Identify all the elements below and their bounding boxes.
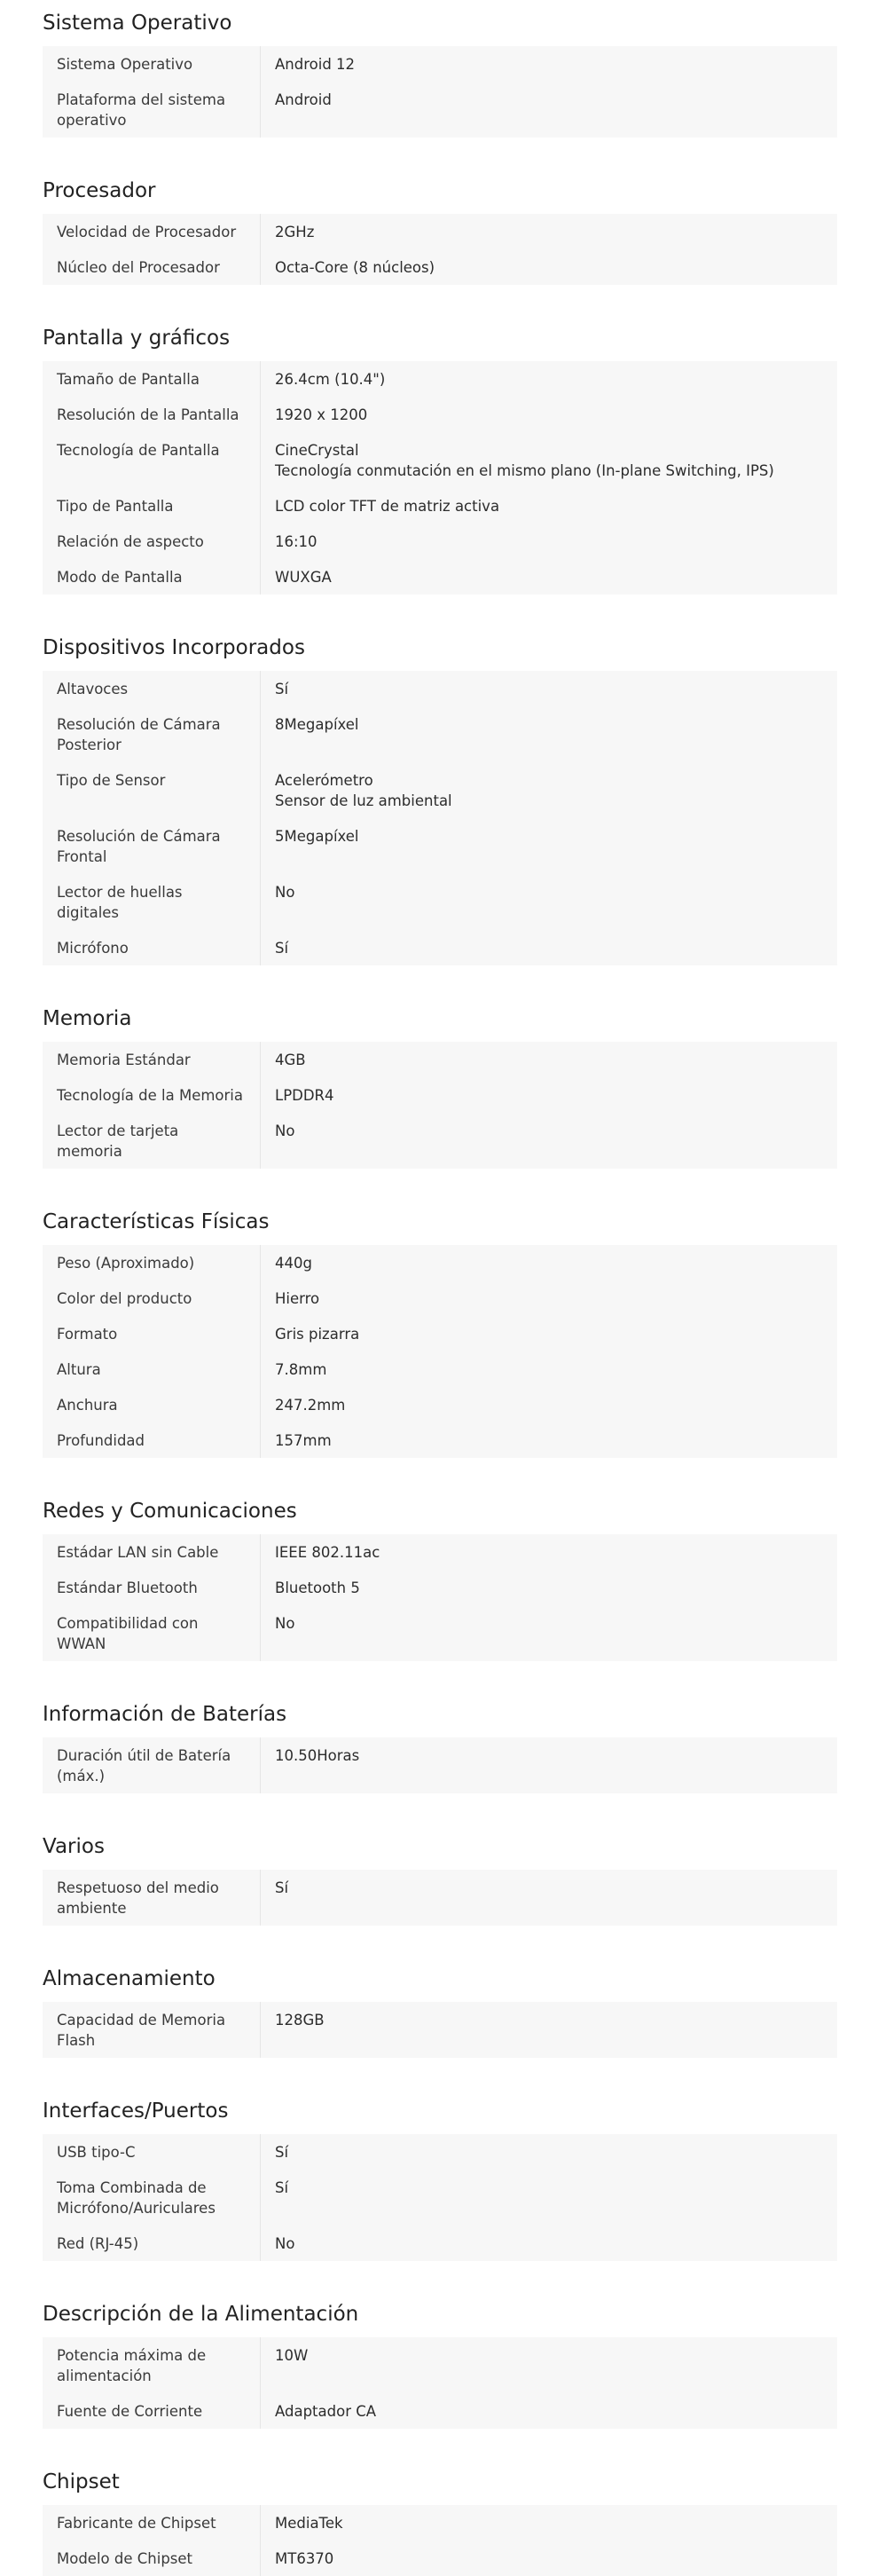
spec-value: [261, 1737, 837, 1793]
spec-section-chipset: [43, 2459, 837, 2576]
spec-section-almacenamiento: [43, 1956, 837, 2058]
spec-value-line: Sí: [275, 2179, 289, 2196]
spec-row: [43, 2337, 837, 2393]
section-title: Redes y Comunicaciones: [43, 1500, 297, 1523]
spec-value-line: 2GHz: [275, 224, 315, 240]
spec-label: Tecnología de la Memoria: [43, 1077, 261, 1113]
spec-value-line: Adaptador CA: [275, 2403, 377, 2420]
spec-section-pantalla-y-graficos: [43, 315, 837, 595]
spec-label: Relación de aspecto: [43, 524, 261, 559]
spec-value: [261, 46, 837, 82]
spec-row: [43, 214, 837, 249]
spec-row: [43, 1570, 837, 1605]
spec-label: Tecnología de Pantalla: [43, 432, 261, 488]
spec-value-line: 5Megapíxel: [275, 828, 359, 845]
spec-value-line: Sí: [275, 940, 289, 957]
spec-value-line: Android 12: [275, 56, 356, 73]
spec-table: [43, 671, 837, 965]
spec-value-line: Sí: [275, 681, 289, 697]
spec-label: Toma Combinada de Micrófono/Auriculares: [43, 2170, 261, 2225]
section-title: Chipset: [43, 2470, 120, 2493]
spec-label: Profundidad: [43, 1422, 261, 1458]
spec-label: Tipo de Pantalla: [43, 488, 261, 524]
spec-section-dispositivos-incorporados: [43, 625, 837, 965]
spec-table: [43, 1245, 837, 1458]
spec-value: [261, 1387, 837, 1422]
spec-section-redes-y-comunicaciones: [43, 1488, 837, 1661]
spec-value-line: 247.2mm: [275, 1397, 346, 1414]
spec-row: [43, 671, 837, 706]
spec-value-line: No: [275, 884, 295, 901]
spec-value: [261, 249, 837, 285]
spec-row: [43, 818, 837, 874]
spec-row: [43, 1042, 837, 1077]
spec-row: [43, 1534, 837, 1570]
spec-label: Respetuoso del medio ambiente: [43, 1870, 261, 1926]
spec-value-line: IEEE 802.11ac: [275, 1544, 380, 1561]
spec-label: Memoria Estándar: [43, 1042, 261, 1077]
spec-table: [43, 361, 837, 595]
spec-value: [261, 559, 837, 595]
spec-label: Resolución de la Pantalla: [43, 397, 261, 432]
section-title: Interfaces/Puertos: [43, 2099, 229, 2123]
spec-value-line: Acelerómetro: [275, 772, 373, 789]
spec-row: [43, 2541, 837, 2576]
spec-row: [43, 397, 837, 432]
spec-row: [43, 1387, 837, 1422]
section-title: Pantalla y gráficos: [43, 327, 231, 350]
spec-row: [43, 1077, 837, 1113]
spec-value: [261, 361, 837, 397]
spec-label: Potencia máxima de alimentación: [43, 2337, 261, 2393]
section-title: Varios: [43, 1835, 105, 1858]
spec-table: [43, 2002, 837, 2058]
spec-value: [261, 214, 837, 249]
spec-value-line: 128GB: [275, 2012, 325, 2029]
spec-value-line: 10.50Horas: [275, 1747, 360, 1764]
spec-table: [43, 1042, 837, 1169]
section-title: Características Físicas: [43, 1210, 270, 1233]
spec-label: Fuente de Corriente: [43, 2393, 261, 2429]
spec-value-line: WUXGA: [275, 569, 332, 586]
spec-row: [43, 2225, 837, 2261]
spec-table: [43, 1534, 837, 1661]
spec-value-line: 10W: [275, 2347, 309, 2364]
spec-value: [261, 82, 837, 138]
spec-value: [261, 818, 837, 874]
spec-row: [43, 1422, 837, 1458]
spec-table: [43, 2505, 837, 2576]
spec-value-line: Sí: [275, 1879, 289, 1896]
spec-value: [261, 2541, 837, 2576]
spec-value: [261, 397, 837, 432]
spec-value-line: LPDDR4: [275, 1087, 334, 1104]
spec-value: [261, 1870, 837, 1926]
spec-value-line: Android: [275, 91, 332, 108]
spec-label: Color del producto: [43, 1280, 261, 1316]
spec-value-line: LCD color TFT de matriz activa: [275, 498, 500, 515]
spec-value-line: No: [275, 1123, 295, 1139]
spec-label: USB tipo-C: [43, 2134, 261, 2170]
spec-value-line: Sí: [275, 2144, 289, 2161]
spec-value: [261, 671, 837, 706]
spec-row: [43, 1280, 837, 1316]
section-title: Almacenamiento: [43, 1967, 216, 1990]
spec-value-line: No: [275, 1615, 295, 1632]
section-title: Memoria: [43, 1007, 132, 1030]
spec-value: [261, 1245, 837, 1280]
spec-row: [43, 559, 837, 595]
spec-value: [261, 2505, 837, 2541]
spec-section-interfaces-puertos: [43, 2088, 837, 2261]
spec-value-line: Bluetooth 5: [275, 1579, 360, 1596]
spec-value-line: Hierro: [275, 1290, 320, 1307]
spec-value: [261, 2134, 837, 2170]
spec-label: Formato: [43, 1316, 261, 1351]
section-title: Información de Baterías: [43, 1703, 287, 1726]
spec-label: Modelo de Chipset: [43, 2541, 261, 2576]
spec-table: [43, 1870, 837, 1926]
spec-label: Sistema Operativo: [43, 46, 261, 82]
spec-table: [43, 46, 837, 138]
specifications-list: [43, 0, 837, 2576]
spec-row: [43, 2002, 837, 2058]
spec-label: Altavoces: [43, 671, 261, 706]
spec-row: [43, 930, 837, 965]
spec-label: Lector de tarjeta memoria: [43, 1113, 261, 1169]
spec-label: Anchura: [43, 1387, 261, 1422]
spec-row: [43, 82, 837, 138]
spec-row: [43, 762, 837, 818]
spec-label: Compatibilidad con WWAN: [43, 1605, 261, 1661]
spec-label: Estándar Bluetooth: [43, 1570, 261, 1605]
spec-label: Resolución de Cámara Posterior: [43, 706, 261, 762]
spec-label: Velocidad de Procesador: [43, 214, 261, 249]
spec-row: [43, 1737, 837, 1793]
spec-row: [43, 874, 837, 930]
spec-value: [261, 524, 837, 559]
spec-value: [261, 2170, 837, 2225]
spec-row: [43, 524, 837, 559]
spec-value: [261, 1422, 837, 1458]
spec-row: [43, 432, 837, 488]
spec-section-memoria: [43, 996, 837, 1169]
spec-label: Lector de huellas digitales: [43, 874, 261, 930]
spec-value: [261, 2393, 837, 2429]
spec-row: [43, 1605, 837, 1661]
spec-value: [261, 1042, 837, 1077]
spec-value: [261, 1605, 837, 1661]
spec-value: [261, 1077, 837, 1113]
spec-row: [43, 488, 837, 524]
spec-value: [261, 432, 837, 488]
spec-label: Fabricante de Chipset: [43, 2505, 261, 2541]
spec-label: Red (RJ-45): [43, 2225, 261, 2261]
spec-label: Núcleo del Procesador: [43, 249, 261, 285]
spec-row: [43, 1113, 837, 1169]
spec-value-line: CineCrystal: [275, 442, 359, 459]
spec-row: [43, 2505, 837, 2541]
spec-value-line: 16:10: [275, 533, 317, 550]
spec-value: [261, 1570, 837, 1605]
spec-table: [43, 214, 837, 285]
spec-section-descripcion-de-la-alimentacion: [43, 2291, 837, 2429]
spec-label: Estádar LAN sin Cable: [43, 1534, 261, 1570]
spec-table: [43, 2337, 837, 2429]
spec-row: [43, 1316, 837, 1351]
spec-value: [261, 488, 837, 524]
spec-section-varios: [43, 1824, 837, 1926]
spec-value: [261, 1316, 837, 1351]
spec-label: Altura: [43, 1351, 261, 1387]
spec-label: Duración útil de Batería (máx.): [43, 1737, 261, 1793]
spec-value-line: Octa-Core (8 núcleos): [275, 259, 435, 276]
spec-section-sistema-operativo: [43, 0, 837, 138]
spec-row: [43, 2393, 837, 2429]
spec-label: Tamaño de Pantalla: [43, 361, 261, 397]
spec-label: Modo de Pantalla: [43, 559, 261, 595]
spec-value-line: Gris pizarra: [275, 1326, 360, 1343]
spec-section-informacion-de-baterias: [43, 1691, 837, 1793]
spec-label: Peso (Aproximado): [43, 1245, 261, 1280]
spec-row: [43, 2170, 837, 2225]
spec-section-caracteristicas-fisicas: [43, 1199, 837, 1458]
spec-value-line: Sensor de luz ambiental: [275, 792, 452, 809]
spec-value-line: 8Megapíxel: [275, 716, 359, 733]
spec-value: [261, 1534, 837, 1570]
section-title: Procesador: [43, 179, 156, 202]
spec-value: [261, 1280, 837, 1316]
spec-value-line: 440g: [275, 1255, 312, 1272]
spec-value-line: No: [275, 2235, 295, 2252]
spec-value: [261, 706, 837, 762]
spec-row: [43, 249, 837, 285]
spec-value: [261, 2002, 837, 2058]
spec-label: Plataforma del sistema operativo: [43, 82, 261, 138]
spec-value-line: MT6370: [275, 2550, 334, 2567]
section-title: Dispositivos Incorporados: [43, 636, 305, 659]
spec-section-procesador: [43, 168, 837, 285]
spec-value-line: 157mm: [275, 1432, 332, 1449]
spec-value-line: 7.8mm: [275, 1361, 327, 1378]
spec-value: [261, 762, 837, 818]
spec-row: [43, 1870, 837, 1926]
spec-row: [43, 706, 837, 762]
spec-value: [261, 1113, 837, 1169]
spec-value: [261, 1351, 837, 1387]
spec-value-line: 1920 x 1200: [275, 406, 368, 423]
section-title: Descripción de la Alimentación: [43, 2303, 359, 2326]
spec-table: [43, 2134, 837, 2261]
spec-row: [43, 46, 837, 82]
spec-row: [43, 1245, 837, 1280]
spec-value-line: Tecnología conmutación en el mismo plano (In-plane Switching, IPS): [275, 462, 774, 479]
spec-value: [261, 2337, 837, 2393]
spec-row: [43, 361, 837, 397]
spec-value-line: 26.4cm (10.4"): [275, 371, 386, 388]
spec-label: Tipo de Sensor: [43, 762, 261, 818]
spec-table: [43, 1737, 837, 1793]
spec-label: Resolución de Cámara Frontal: [43, 818, 261, 874]
spec-value-line: MediaTek: [275, 2515, 343, 2532]
spec-row: [43, 2134, 837, 2170]
spec-value: [261, 874, 837, 930]
spec-label: Capacidad de Memoria Flash: [43, 2002, 261, 2058]
section-title: Sistema Operativo: [43, 12, 232, 35]
spec-row: [43, 1351, 837, 1387]
spec-value-line: 4GB: [275, 1052, 306, 1068]
spec-value: [261, 2225, 837, 2261]
spec-value: [261, 930, 837, 965]
spec-label: Micrófono: [43, 930, 261, 965]
